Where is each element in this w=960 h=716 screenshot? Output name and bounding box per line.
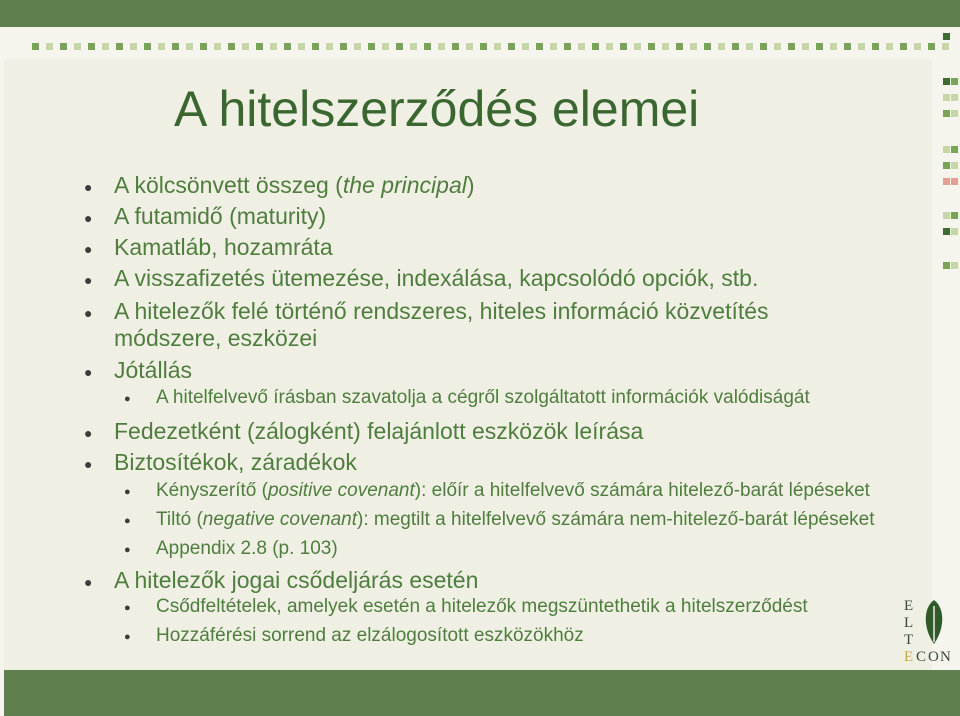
leaf-icon — [921, 598, 947, 646]
bullet-information: A hitelezők felé történő rendszeres, hiteles információ közvetítés — [114, 298, 769, 324]
slide-title: A hitelszerződés elemei — [174, 81, 700, 137]
bullet-interest: Kamatláb, hozamráta — [114, 234, 333, 260]
bullet-negative-covenant: Tiltó (negative covenant): megtilt a hitelfelvevő számára nem-hitelező-barát lépéseket — [156, 509, 875, 530]
bullet-dot: ● — [84, 210, 93, 226]
bullet-dot: ● — [84, 241, 93, 257]
bullet-creditor-rights: A hitelezők jogai csődeljárás esetén — [114, 567, 479, 593]
bullet-dot: ● — [84, 456, 93, 472]
bullet-information-cont: módszere, eszközei — [114, 325, 318, 351]
bullet-warranty: A hitelfelvevő írásban szavatolja a cégről szolgáltatott információk valódiságát — [156, 387, 810, 408]
bullet-dot: ● — [124, 544, 131, 556]
bullet-dot: ● — [84, 179, 93, 195]
bullet-dot: ● — [84, 574, 93, 590]
bullet-dot: ● — [84, 425, 93, 441]
bullet-guarantee: Jótállás — [114, 357, 192, 383]
bullet-dot: ● — [84, 305, 93, 321]
bullet-principal: A kölcsönvett összeg (the principal) — [114, 172, 475, 198]
bullet-dot: ● — [84, 364, 93, 380]
bullet-dot: ● — [124, 486, 131, 498]
bullet-maturity: A futamidő (maturity) — [114, 203, 327, 229]
bullet-bankruptcy-conditions: Csődfeltételek, amelyek esetén a hitelezők megszüntethetik a hitelszerződést — [156, 596, 808, 617]
bullet-dot: ● — [124, 631, 131, 643]
bullet-repayment: A visszafizetés ütemezése, indexálása, kapcsolódó opciók, stb. — [114, 265, 759, 291]
bullet-dot: ● — [124, 393, 131, 405]
bullet-dot: ● — [84, 272, 93, 288]
bullet-dot: ● — [124, 602, 131, 614]
bullet-dot: ● — [124, 515, 131, 527]
bullet-positive-covenant: Kényszerítő (positive covenant): előír a hitelfelvevő számára hitelező-barát lépéseket — [156, 480, 870, 501]
bullet-covenants: Biztosítékok, záradékok — [114, 449, 357, 475]
bullet-appendix: Appendix 2.8 (p. 103) — [156, 538, 338, 559]
bullet-access-order: Hozzáférési sorrend az elzálogosított eszközökhöz — [156, 625, 584, 646]
bullet-collateral: Fedezetként (zálogként) felajánlott eszközök leírása — [114, 418, 644, 444]
bottom-bar — [4, 670, 960, 716]
elte-econ-logo: E L T E C O N — [904, 598, 951, 665]
